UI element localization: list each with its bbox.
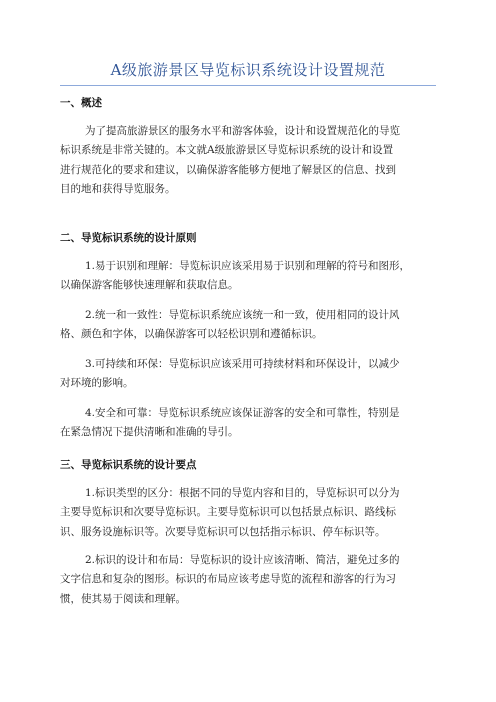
paragraph-line: 在紧急情况下提供清晰和准确的导引。 (60, 426, 239, 439)
document-title: A级旅游景区导览标识系统设计设置规范 (110, 61, 386, 79)
paragraph-principle-1 (60, 257, 440, 296)
paragraph-line: 识、服务设施标识等。次要导览标识可以包括指示标识、停车标识等。 (60, 525, 386, 538)
paragraph-line: 以确保游客能够快速理解和获取信息。 (60, 279, 239, 292)
paragraph-line: 标识系统是非常关键的。本文就A级旅游景区导览标识系统的设计和设置 (60, 144, 394, 157)
paragraph-line: 1.易于识别和理解：导览标识应该采用易于识别和理解的符号和图形， (85, 260, 411, 272)
paragraph-line: 进行规范化的要求和建议，以确保游客能够方便地了解景区的信息、找到 (60, 163, 396, 176)
paragraph-line: 2.标识的设计和布局：导览标识的设计应该清晰、简洁，避免过多的 (85, 554, 400, 566)
paragraph-point-1 (60, 484, 440, 542)
paragraph-line: 目的地和获得导览服务。 (60, 182, 176, 195)
paragraph-line: 3.可持续和环保：导览标识应该采用可持续材料和环保设计，以减少 (85, 358, 400, 370)
section-heading-design-principles: 二、导览标识系统的设计原则 (60, 232, 197, 244)
paragraph-line: 文字信息和复杂的图形。标识的布局应该考虑导览的流程和游客的行为习 (60, 573, 396, 586)
title-underline (60, 85, 436, 86)
paragraph-line: 对环境的影响。 (60, 377, 134, 390)
paragraph-line: 4.安全和可靠：导览标识系统应该保证游客的安全和可靠性，特别是 (85, 407, 400, 419)
section-heading-overview: 一、概述 (60, 97, 102, 109)
paragraph-line: 为了提高旅游景区的服务水平和游客体验，设计和设置规范化的导览 (85, 125, 400, 137)
paragraph-line: 1.标识类型的区分：根据不同的导览内容和目的，导览标识可以分为 (85, 487, 400, 499)
paragraph-principle-2 (60, 306, 440, 345)
paragraph-principle-4 (60, 404, 440, 443)
paragraph-line: 2.统一和一致性：导览标识系统应该统一和一致，使用相同的设计风 (85, 309, 400, 321)
section-heading-design-points: 三、导览标识系统的设计要点 (60, 459, 197, 471)
paragraph-point-2 (60, 551, 440, 609)
paragraph-line: 主要导览标识和次要导览标识。主要导览标识可以包括景点标识、路线标 (60, 506, 396, 519)
paragraph-line: 格、颜色和字体，以确保游客可以轻松识别和遵循标识。 (60, 328, 323, 341)
paragraph-principle-3 (60, 355, 440, 394)
paragraph-overview (60, 122, 440, 199)
paragraph-line: 惯，使其易于阅读和理解。 (60, 592, 186, 605)
